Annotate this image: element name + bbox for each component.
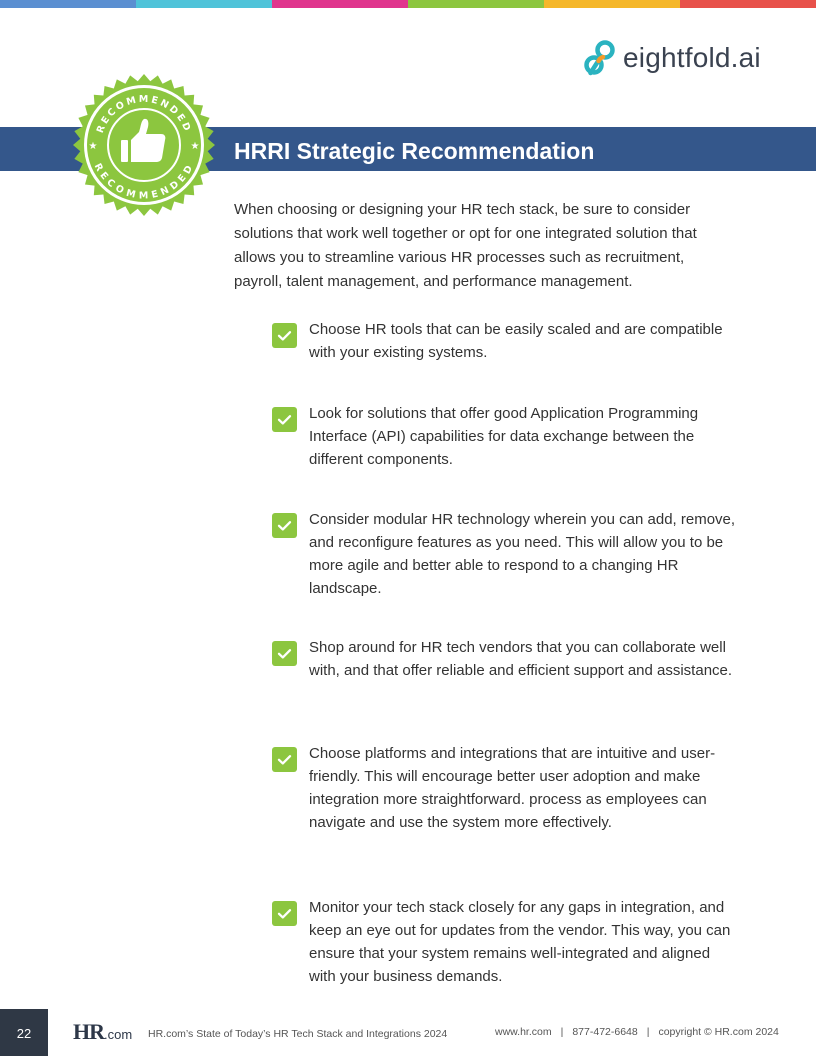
top-bar-segment — [0, 0, 136, 8]
badge-top-text: RECOMMENDED — [94, 93, 194, 135]
recommendation-text: Shop around for HR tech vendors that you can collaborate well with, and that offer reliable and efficient support and assistance. — [309, 639, 733, 679]
checkmark-icon — [272, 513, 297, 538]
badge-bottom-text: RECOMMENDED — [91, 161, 197, 202]
badge-star-right-icon: ★ — [190, 141, 200, 152]
footer-website-link[interactable]: www.hr.com — [495, 1026, 552, 1038]
brand-name: eightfold.ai — [623, 42, 761, 73]
checkmark-icon — [272, 747, 297, 772]
checkmark-icon — [272, 323, 297, 348]
checkmark-icon — [272, 901, 297, 926]
top-bar-segment — [408, 0, 544, 8]
checkmark-icon — [272, 641, 297, 666]
recommended-badge — [73, 74, 215, 216]
badge-star-left-icon: ★ — [88, 141, 98, 152]
footer-copyright: copyright © HR.com 2024 — [658, 1026, 779, 1038]
footer-phone: 877-472-6648 — [572, 1026, 638, 1038]
footer-document-title: HR.com’s State of Today’s HR Tech Stack and Integrations 2024 — [148, 1028, 448, 1040]
footer-separator: | — [646, 1026, 650, 1038]
eightfold-logo — [583, 40, 761, 76]
recommendation-text: Choose HR tools that can be easily scaled and are compatible with your existing systems. — [309, 321, 723, 361]
recommendation-text: Choose platforms and integrations that are intuitive and user-friendly. This will encourage better user adoption and make integration more straightforward. process as employees can navigate and use the system more effectively. — [309, 745, 716, 831]
footer-contact — [495, 1026, 779, 1038]
top-color-bar — [0, 0, 816, 8]
recommendation-text: Look for solutions that offer good Application Programming Interface (API) capabilities for data exchange between the different components. — [309, 405, 699, 468]
recommendation-text: Monitor your tech stack closely for any gaps in integration, and keep an eye out for updates from the vendor. This way, you can ensure that your system remains well-integrated and aligned with your business demands. — [309, 899, 731, 985]
top-bar-segment — [544, 0, 680, 8]
checkmark-icon — [272, 407, 297, 432]
recommendation-text: Consider modular HR technology wherein you can add, remove, and reconfigure features as you need. This will allow you to be more agile and better able to respond to a changing HR landscape. — [309, 511, 736, 597]
page-number: 22 — [0, 1009, 48, 1056]
top-bar-segment — [272, 0, 408, 8]
section-title: HRRI Strategic Recommendation — [234, 138, 595, 164]
hr-logo-main: HR — [73, 1019, 104, 1044]
hr-com-logo — [73, 1019, 132, 1043]
intro-paragraph: When choosing or designing your HR tech stack, be sure to consider solutions that work well together or opt for one integrated solution that allows you to streamline various HR processes such as recruitment, payroll, talent management, and performance management. — [234, 201, 697, 290]
footer-separator: | — [560, 1026, 564, 1038]
top-bar-segment — [680, 0, 816, 8]
top-bar-segment — [136, 0, 272, 8]
eightfold-mark-icon — [583, 40, 617, 76]
hr-logo-suffix: .com — [104, 1027, 133, 1042]
